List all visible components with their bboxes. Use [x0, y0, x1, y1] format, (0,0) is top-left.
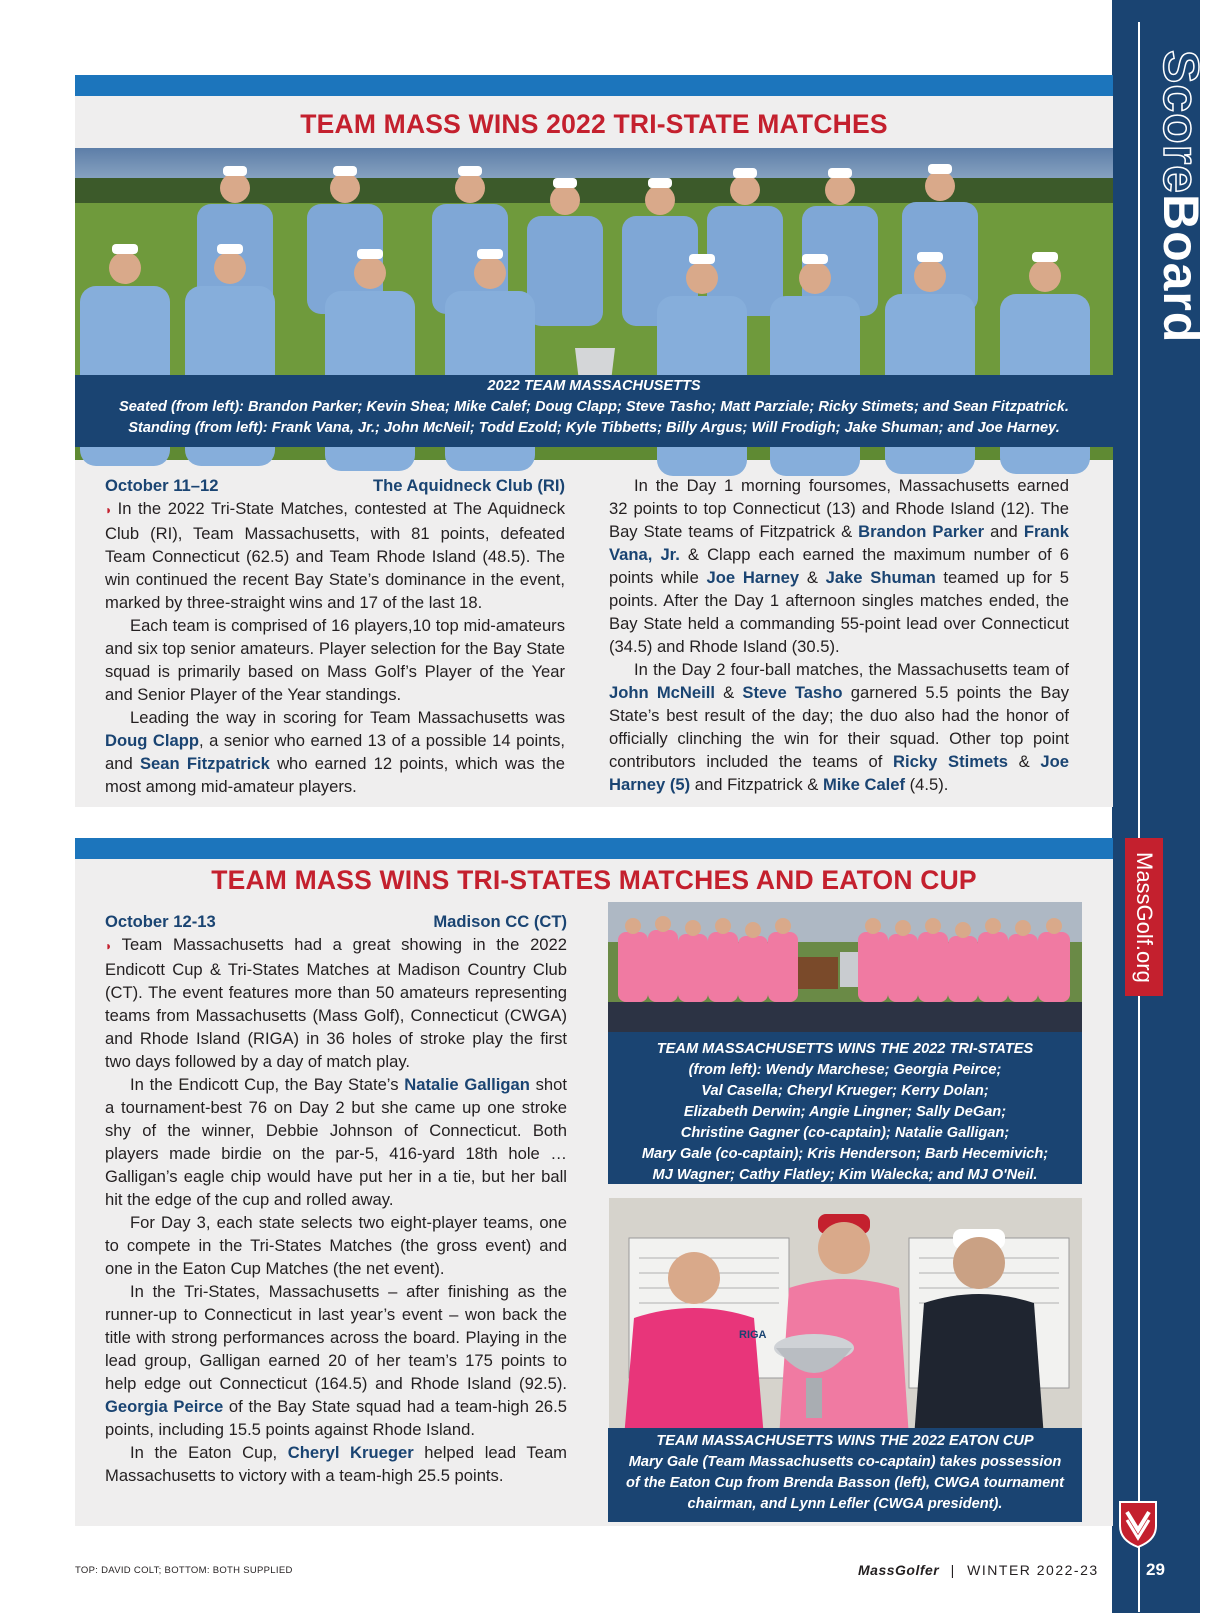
- event-date: October 12-13: [105, 912, 216, 931]
- caption-line: TEAM MASSACHUSETTS WINS THE 2022 TRI-STATES: [656, 1041, 1034, 1057]
- page-number: 29: [1146, 1560, 1165, 1579]
- paragraph: ◗ Team Massachusetts had a great showing in the 2022 Endicott Cup & Tri-States Matches at Madison Country Club (CT). The event features more than 50 amateurs representing teams from Massachusetts (Mass Golf), Connecticut (CWGA) and Rhode Island (RIGA) in 36 holes of stroke play the first two days followed by a day of match play.: [105, 935, 567, 1071]
- event-venue: Madison CC (CT): [433, 912, 567, 931]
- player-name: Joe Harney (5): [609, 752, 1070, 794]
- caption-line: MJ Wagner; Cathy Flatley; Kim Walecka; and MJ O'Neil.: [652, 1167, 1038, 1183]
- player-name: Georgia Peirce: [105, 1397, 224, 1416]
- paragraph: In the Endicott Cup, the Bay State’s Natalie Galligan shot a tournament-best 76 on Day 2 but she came up one stroke shy of the winner, Debbie Johnson of Connecticut. Both players made birdie on the par-5, 416-yard 18th hole … Galligan’s eagle chip would have put her in a tie, but her ball hit the edge of the cup and rolled away.: [105, 1075, 568, 1209]
- paragraph: For Day 3, each state selects two eight-player teams, one to compete in the Tri-States Matches (the gross event) and one in the Eaton Cup Matches (the net event).: [105, 1213, 567, 1278]
- section-top-bar: [75, 75, 1113, 96]
- bullet-icon: ◗: [105, 939, 122, 953]
- event-venue: The Aquidneck Club (RI): [372, 476, 565, 495]
- caption-line: of the Eaton Cup from Brenda Basson (left), CWGA tournament: [625, 1475, 1065, 1491]
- eaton-cup-photo-caption: [608, 1428, 1082, 1522]
- paragraph: ◗ In the 2022 Tri-State Matches, contested at The Aquidneck Club (RI), Team Massachusetts, with 81 points, defeated Team Connecticut (62.5) and Team Rhode Island (48.5). The win continued the recent Bay State’s dominance in the event, marked by three-straight wins and 17 of the last 18.: [105, 499, 565, 612]
- player-name: John McNeill: [609, 683, 715, 702]
- player-name: Ricky Stimets: [893, 752, 1008, 771]
- paragraph: In the Day 1 morning foursomes, Massachusetts earned 32 points to top Connecticut (13) and Rhode Island (12). The Bay State teams of Fitzpatrick & Brandon Parker and Frank Vana, Jr. & Clapp each earned the maximum number of 6 points while Joe Harney & Jake Shuman teamed up for 5 points. After the Day 1 afternoon singles matches ended, the Bay State held a commanding 55-point lead over Connecticut (34.5) and Rhode Island (30.5).: [609, 476, 1069, 656]
- article-headline: TEAM MASS WINS 2022 TRI-STATE MATCHES: [300, 109, 888, 139]
- caption-line: Elizabeth Derwin; Angie Lingner; Sally DeGan;: [683, 1104, 1007, 1120]
- issue-date: WINTER 2022-23: [967, 1562, 1099, 1578]
- paragraph: Leading the way in scoring for Team Massachusetts was Doug Clapp, a senior who earned 13 of a possible 14 points, and Sean Fitzpatrick who earned 12 points, which was the most among mid-amateur players.: [105, 708, 565, 796]
- caption-standing: Standing (from left): Frank Vana, Jr.; John McNeil; Todd Ezold; Kyle Tibbetts; Billy Argus; Will Frodigh; Jake Shuman; and Joe Harney.: [128, 420, 1060, 436]
- article-left-column: [105, 910, 567, 1487]
- paragraph: In the Tri-States, Massachusetts – after finishing as the runner-up to Connecticut in last year’s event – won back the title with strong performances across the board. Playing in the lead group, Galligan earned 20 of her team’s 175 points to help edge out Connecticut (164.5) and Rhode Island (92.5). Georgia Peirce of the Bay State squad had a team-high 26.5 points, including 15.5 points against Rhode Island.: [105, 1282, 567, 1439]
- tri-states-team-photo: [608, 902, 1082, 1032]
- section-top-bar: [75, 838, 1113, 859]
- footer-separator: |: [950, 1562, 956, 1578]
- mass-golf-shield-icon: [1118, 1500, 1158, 1548]
- article-right-column: [609, 474, 1069, 796]
- article-left-column: [105, 474, 565, 798]
- eaton-cup-article: [75, 838, 1113, 1526]
- scoreboard-title: ScoreBoard: [1153, 50, 1209, 344]
- magazine-name: MassGolfer: [858, 1562, 940, 1578]
- photo-credit: TOP: DAVID COLT; BOTTOM: BOTH SUPPLIED: [75, 1565, 293, 1576]
- player-name: Mike Calef: [822, 775, 906, 794]
- article-headline: TEAM MASS WINS TRI-STATES MATCHES AND EATON CUP: [211, 865, 977, 895]
- dateline: [105, 474, 565, 497]
- player-name: Cheryl Krueger: [287, 1443, 414, 1462]
- paragraph: In the Day 2 four-ball matches, the Massachusetts team of John McNeill & Steve Tasho garnered 5.5 points the Bay State’s best result of the day; the duo also had the honor of officially clinching the win for their squad. Other top point contributors included the teams of Ricky Stimets & Joe Harney (5) and Fitzpatrick & Mike Calef (4.5).: [609, 660, 1070, 794]
- player-name: Joe Harney: [706, 568, 800, 587]
- caption-line: Mary Gale (co-captain); Kris Henderson; Barb Hecemivich;: [641, 1146, 1049, 1162]
- bullet-icon: ◗: [105, 503, 118, 517]
- event-date: October 11–12: [105, 476, 219, 495]
- caption-line: Val Casella; Cheryl Krueger; Kerry Dolan;: [701, 1083, 989, 1099]
- website-tab[interactable]: MassGolf.org: [1125, 838, 1163, 996]
- player-name: Brandon Parker: [858, 522, 985, 541]
- team-photo-caption: [75, 375, 1113, 447]
- caption-line: (from left): Wendy Marchese; Georgia Peirce;: [688, 1062, 1002, 1078]
- player-name: Frank Vana, Jr.: [609, 522, 1069, 564]
- caption-line: Mary Gale (Team Massachusetts co-captain) takes possession: [628, 1454, 1062, 1470]
- caption-line: TEAM MASSACHUSETTS WINS THE 2022 EATON CUP: [656, 1433, 1034, 1449]
- board-sign: RIGA: [739, 1329, 767, 1341]
- caption-line: chairman, and Lynn Lefler (CWGA president).: [687, 1496, 1003, 1512]
- player-name: Doug Clapp: [105, 731, 199, 750]
- player-name: Steve Tasho: [742, 683, 843, 702]
- caption-title: 2022 TEAM MASSACHUSETTS: [487, 378, 701, 394]
- paragraph: In the Eaton Cup, Cheryl Krueger helped lead Team Massachusetts to victory with a team-high 25.5 points.: [105, 1443, 567, 1485]
- player-name: Jake Shuman: [825, 568, 936, 587]
- magazine-footer: [858, 1562, 1099, 1578]
- player-name: Sean Fitzpatrick: [139, 754, 270, 773]
- sidebar-rule: [1138, 22, 1140, 1612]
- dateline: [105, 910, 567, 933]
- caption-seated: Seated (from left): Brandon Parker; Kevin Shea; Mike Calef; Doug Clapp; Steve Tasho; Matt Parziale; Ricky Stimets; and Sean Fitzpatrick.: [119, 399, 1069, 415]
- eaton-cup-photo: [609, 1198, 1082, 1436]
- tri-states-photo-caption: [608, 1032, 1082, 1184]
- tri-state-article: [75, 75, 1113, 807]
- caption-line: Christine Gagner (co-captain); Natalie Galligan;: [680, 1125, 1010, 1141]
- player-name: Natalie Galligan: [404, 1075, 530, 1094]
- paragraph: Each team is comprised of 16 players,10 top mid-amateurs and six top senior amateurs. Player selection for the Bay State squad is primarily based on Mass Golf’s Player of the Year and Senior Player of the Year standings.: [105, 616, 565, 704]
